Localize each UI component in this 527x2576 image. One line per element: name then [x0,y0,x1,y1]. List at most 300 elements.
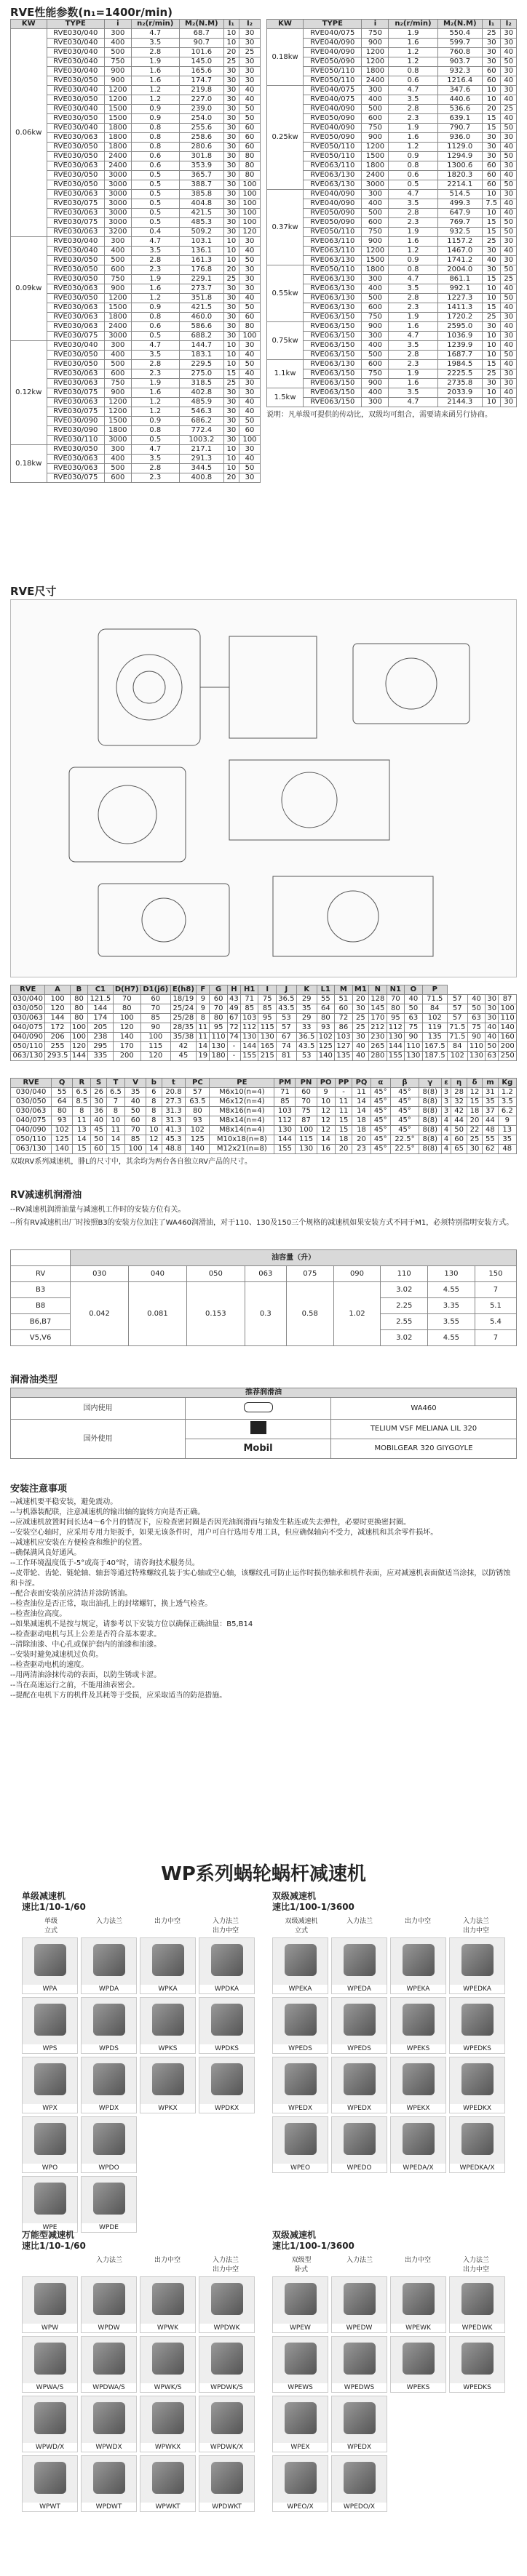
table-row [267,228,517,237]
table-cell: 140 [499,1023,517,1033]
table-cell: 30 [483,133,501,143]
table-cell: 167.5 [422,1042,447,1052]
table-cell: 0.6 [131,322,179,332]
table-cell: RVE040/090 [304,48,362,57]
table-cell: 30 [239,29,261,39]
table-cell: 300 [362,275,389,284]
kw-cell: 0.18kw [267,29,304,86]
table-row [11,209,261,218]
table-cell: 40 [239,369,261,379]
table-cell: 40 [501,199,517,209]
table-cell: 30 [239,237,261,247]
cat-head-label: 双级减速机 立式 [285,1918,318,1935]
table-cell: 93 [52,1116,73,1126]
product-tile [272,2116,328,2173]
table-cell: 121.5 [88,995,113,1004]
table-cell: 2400 [105,322,132,332]
table-cell: 30 [223,218,239,228]
table-cell: 25 [223,379,239,388]
dim-header: t [162,1079,186,1088]
table-cell: 135 [335,1052,353,1061]
table-cell: 42 [451,1107,467,1116]
table-cell: 63 [486,1052,499,1061]
table-cell: 45° [371,1107,390,1116]
table-cell: RVE030/040 [47,341,104,351]
table-row [11,332,261,341]
table-cell: 60 [125,1116,146,1126]
table-cell: 239.0 [179,105,223,114]
table-cell: 42 [170,1042,197,1052]
table-cell: 514.5 [437,190,482,199]
table-cell: 40 [501,360,517,369]
table-cell: 80 [113,1004,140,1014]
table-cell: 300 [362,86,389,95]
lub-table-wrap [10,1249,517,1346]
perf-header: I₁ [483,20,501,29]
table-row [11,247,261,256]
table-cell: 20.8 [162,1088,186,1097]
dim-header: m [483,1079,498,1088]
oil-region-1: 国内使用 [11,1398,186,1420]
table-cell: 2.8 [131,464,179,473]
product-tile [390,2276,446,2333]
gearbox-icon [344,2123,376,2155]
table-cell: 030/063 [11,1014,45,1023]
table-cell: 500 [362,209,389,218]
table-row [267,247,517,256]
table-cell: 30 [239,39,261,48]
dim-table-2-wrap [10,1078,517,1170]
perf-header: M₂(N.M) [437,20,482,29]
table-cell: 1.2 [131,294,179,303]
dim-header: P [422,985,447,995]
table-cell: 29 [296,1014,317,1023]
table-cell: 100 [499,1004,517,1014]
table-row [267,351,517,360]
table-cell: 10 [146,1126,162,1135]
table-cell: 1741.2 [437,256,482,265]
table-cell: RVE030/050 [47,275,104,284]
table-cell: M10x18(n=8) [210,1135,274,1145]
table-cell: 40 [501,76,517,86]
table-cell: 750 [362,369,389,379]
table-cell: 11 [73,1116,91,1126]
table-cell: 400 [362,95,389,105]
table-cell: 1200 [362,247,389,256]
table-cell: 93 [317,1023,335,1033]
table-cell: 258.6 [179,133,223,143]
table-cell: 1467.0 [437,247,482,256]
product-label: WPEDX [273,2104,328,2113]
table-cell: 20 [352,995,368,1004]
table-cell: 15 [335,1116,352,1126]
table-row [267,124,517,133]
caution-item: --用两清油涂抹传动的表面，以防生锈或卡涩。 [10,1671,162,1679]
product-label: WPDKS [199,2044,254,2053]
table-cell: 30 [486,1004,499,1014]
table-cell: 50 [239,464,261,473]
table-cell: 71 [240,995,258,1004]
table-row [267,275,517,284]
perf-header: TYPE [304,20,362,29]
table-cell: 1.2 [389,143,437,152]
caution-item: --检查驱动电机的速度。 [10,1661,89,1669]
gearbox-icon [344,2402,376,2434]
table-cell: 219.8 [179,86,223,95]
table-cell: RVE030/063 [47,190,104,199]
table-cell: 102 [447,1052,467,1061]
product-label: WPX [23,2104,77,2113]
table-cell: 70 [387,995,405,1004]
table-cell: RVE063/150 [304,341,362,351]
table-row [11,369,261,379]
drawing-svg [11,600,518,978]
table-cell: 30 [223,303,239,313]
table-cell: 30 [223,436,239,445]
caution-item: --应减速机放置时间长达4～6个月的情况下，应检查密封圈是否因光油润滑而与轴发生粘连或失去弹性，必要时更换密封圈。 [10,1519,411,1527]
product-tile [331,2276,387,2333]
table-cell: 67 [277,1033,297,1042]
table-cell: 4.7 [131,237,179,247]
table-cell: 1.02 [333,1282,381,1346]
table-cell: 130 [467,1052,486,1061]
table-cell: RVE063/130 [304,275,362,284]
table-cell: 30 [239,67,261,76]
lub-size: 063 [245,1266,286,1282]
table-cell: 0.8 [131,124,179,133]
table-cell: 15 [106,1145,124,1154]
gearbox-icon [403,2343,435,2375]
table-cell: 30 [352,1004,368,1014]
gearbox-icon [93,2283,125,2315]
table-cell: 1500 [105,303,132,313]
table-cell: M8x16(n=4) [210,1107,274,1116]
dim-header: γ [419,1079,441,1088]
table-cell: 25 [223,57,239,67]
oil-product-1: WA460 [331,1398,517,1420]
table-cell: RVE040/090 [304,190,362,199]
table-cell: RVE050/110 [304,76,362,86]
lub-corner [11,1250,71,1266]
table-cell: 30 [223,86,239,95]
table-cell: 53 [277,1014,297,1023]
table-row [11,351,261,360]
gearbox-icon [93,1944,125,1976]
table-cell: 1300.6 [437,161,482,171]
table-cell: 23 [352,1145,371,1154]
table-cell: 30 [223,143,239,152]
table-cell: 48.8 [162,1145,186,1154]
table-cell: 3.5 [131,247,179,256]
table-cell: RVE030/040 [47,57,104,67]
gearbox-icon [285,2402,317,2434]
table-cell: 30 [239,76,261,86]
table-cell: RVE030/075 [47,199,104,209]
table-cell: 100 [125,1145,146,1154]
table-cell: 45° [390,1126,419,1135]
table-cell: 41.3 [162,1126,186,1135]
table-cell: 600 [105,369,132,379]
product-label: WPWKT [140,2503,195,2511]
table-cell: 900 [362,133,389,143]
product-label: WPWA/S [23,2383,77,2392]
table-cell: 30 [501,332,517,341]
table-cell: 100 [239,436,261,445]
table-cell: 10 [223,445,239,455]
lub-size: 075 [286,1266,333,1282]
table-cell: 12 [317,1116,335,1126]
table-cell: 95 [387,1014,405,1023]
table-cell: RVE030/050 [47,152,104,161]
table-cell: 3000 [105,218,132,228]
table-cell: 30 [501,256,517,265]
table-row [11,322,261,332]
table-cell: 174 [88,1014,113,1023]
table-cell: 6.2 [498,1107,516,1116]
table-cell: 43.5 [296,1042,317,1052]
table-cell: 40 [239,407,261,417]
table-cell: 0.8 [131,426,179,436]
cat-head [272,2255,505,2273]
table-cell: 40 [239,455,261,464]
table-cell: 84 [422,1004,447,1014]
table-cell: 3000 [362,180,389,190]
table-cell: 936.0 [437,133,482,143]
table-cell: 30 [223,67,239,76]
table-cell: 10 [223,29,239,39]
table-cell: 74 [277,1042,297,1052]
table-row [11,388,261,398]
table-cell: 40 [352,1042,368,1052]
table-cell: 900 [362,237,389,247]
table-row [11,218,261,228]
table-cell: 1.9 [131,57,179,67]
table-cell: 750 [362,124,389,133]
cat-head-label: 双级型 卧式 [291,2257,312,2273]
table-cell: 95 [258,1014,277,1023]
table-cell: RVE050/110 [304,143,362,152]
table-cell: 40 [501,171,517,180]
table-cell: 68.7 [179,29,223,39]
table-cell: 85 [274,1097,296,1107]
table-row [267,57,517,67]
table-cell: 1.2 [131,398,179,407]
product-tile [199,1937,255,1994]
table-cell: 60 [140,995,170,1004]
table-cell: 6 [146,1088,162,1097]
table-cell: 1800 [105,143,132,152]
table-cell: 8 [146,1107,162,1116]
dim-header: D(H7) [113,985,140,995]
product-label: WPDWT [82,2503,136,2511]
table-cell: 600 [362,303,389,313]
table-cell: 30 [223,171,239,180]
table-row [11,303,261,313]
table-cell: 40 [501,303,517,313]
perf-header: I₂ [501,20,517,29]
table-cell: 536.6 [437,105,482,114]
table-cell: 30 [223,114,239,124]
table-cell: 5.4 [475,1314,516,1330]
table-cell: 30 [483,143,501,152]
table-cell: 22.5° [390,1135,419,1145]
perf-table-left [10,19,261,483]
gearbox-icon [211,1944,243,1976]
table-cell: - [227,1042,240,1052]
table-cell: 75 [258,995,277,1004]
caution-item: --当在高速运行之前，不能用油表密会。 [10,1681,140,1689]
table-cell: 10 [223,39,239,48]
table-cell: 217.1 [179,445,223,455]
product-tile [140,2455,196,2512]
dim-header: B [70,985,88,995]
table-cell: 100 [296,1126,317,1135]
table-cell: 0.8 [131,313,179,322]
table-cell: 45° [371,1097,390,1107]
table-cell: 50 [239,114,261,124]
table-cell: 4.7 [389,86,437,95]
cat-head-label: 出力中空 [154,2257,181,2264]
cat-head-label: 出力中空 [404,2257,431,2264]
product-label: WPS [23,2044,77,2053]
table-cell: 100 [239,209,261,218]
table-cell: 600 [105,265,132,275]
table-cell: 3000 [105,180,132,190]
table-cell: 1.6 [131,76,179,86]
perf-title: RVE性能参数(n₁=1400r/min) [10,6,173,19]
table-cell: 2400 [105,152,132,161]
table-cell: 9 [197,995,210,1004]
oil-brand-2 [186,1420,331,1439]
table-cell: 2144.3 [437,398,482,407]
table-cell: 44 [451,1116,467,1126]
table-cell: 60 [239,426,261,436]
kw-cell: 0.37kw [267,190,304,265]
table-cell: 70 [125,1126,146,1135]
table-cell: 90 [467,1033,486,1042]
table-cell: 1.9 [389,228,437,237]
table-cell: 686.2 [179,417,223,426]
product-label: WPEKS [391,2044,445,2053]
table-cell: 100 [239,218,261,228]
table-row [11,284,261,294]
table-cell: 295 [88,1042,113,1052]
table-cell: 30 [223,426,239,436]
table-cell: 15 [483,275,501,284]
product-label: WPDKA [199,1985,254,1993]
table-cell: 400.8 [179,473,223,483]
table-cell: 67 [227,1014,240,1023]
product-label: WPEWK [391,2324,445,2332]
table-cell: 230 [369,1033,387,1042]
table-cell: 155 [274,1145,296,1154]
table-cell: RVE063/150 [304,369,362,379]
table-cell: 30 [223,180,239,190]
table-cell: RVE030/050 [47,445,104,455]
dim-header: PM [274,1079,296,1088]
cat-head-label: 入力法兰 [346,1918,373,1925]
table-cell: 145 [369,1004,387,1014]
table-cell: RVE063/150 [304,379,362,388]
gearbox-icon [461,2123,494,2155]
gearbox-icon [34,2004,66,2036]
table-row [11,995,517,1004]
lub-size: 030 [71,1266,129,1282]
table-cell: 15 [467,1097,482,1107]
table-cell: RVE030/050 [47,180,104,190]
table-cell: 40 [501,284,517,294]
table-cell: 25 [483,369,501,379]
table-cell: 140 [52,1145,73,1154]
table-cell: 30 [483,322,501,332]
table-cell: 10 [483,332,501,341]
table-cell: 40 [239,398,261,407]
caution-item: --减速机要平稳安装，避免震动。 [10,1498,118,1506]
perf-note: 说明：凡单级可提供的传动比，双级均可组合，需要请来函另行协商。 [266,411,492,419]
dim-header: A [45,985,70,995]
table-row [267,161,517,171]
gearbox-icon [344,2004,376,2036]
table-cell: 80 [317,1014,335,1023]
table-row [11,455,261,464]
table-cell: 30 [501,398,517,407]
table-cell: 115 [296,1135,317,1145]
table-cell: 402.8 [179,388,223,398]
cat-head-label: 入力法兰 出力中空 [212,1918,239,1935]
table-cell: 1200 [362,57,389,67]
gearbox-icon [34,2063,66,2095]
lub-size: 050 [186,1266,245,1282]
table-cell: 32 [451,1097,467,1107]
table-cell: 992.1 [437,284,482,294]
table-cell: 5.1 [475,1298,516,1314]
table-cell: 600 [362,360,389,369]
table-cell: 760.8 [437,48,482,57]
table-cell: 15 [335,1126,352,1135]
table-cell: 110 [210,1033,228,1042]
table-cell: 293.5 [45,1052,70,1061]
table-cell: 45° [371,1126,390,1135]
table-cell: 300 [362,398,389,407]
product-tile [390,1997,446,2054]
table-cell: 30 [486,1014,499,1023]
table-cell: 81 [277,1052,297,1061]
table-cell: 0.8 [131,143,179,152]
dim-header: α [371,1079,390,1088]
cat-head [22,1916,255,1935]
lub-title: 油容量（升） [71,1250,517,1266]
table-row [267,143,517,152]
table-cell: 460.0 [179,313,223,322]
table-cell: 3.5 [131,351,179,360]
table-cell: 1200 [105,407,132,417]
table-cell: 1294.9 [437,152,482,161]
table-cell: RVE030/075 [47,473,104,483]
table-cell: M8x14(n=4) [210,1126,274,1135]
table-cell: RVE030/050 [47,265,104,275]
gearbox-icon [152,2283,184,2315]
table-cell: 60 [239,313,261,322]
table-cell: 30 [223,417,239,426]
table-cell: RVE030/040 [47,29,104,39]
table-cell: 3.35 [428,1298,475,1314]
table-cell: 3000 [105,436,132,445]
table-row [267,388,517,398]
table-cell: 4.7 [389,190,437,199]
product-tile [331,2455,387,2512]
table-cell: 36.5 [296,1033,317,1042]
table-cell: 144.7 [179,341,223,351]
